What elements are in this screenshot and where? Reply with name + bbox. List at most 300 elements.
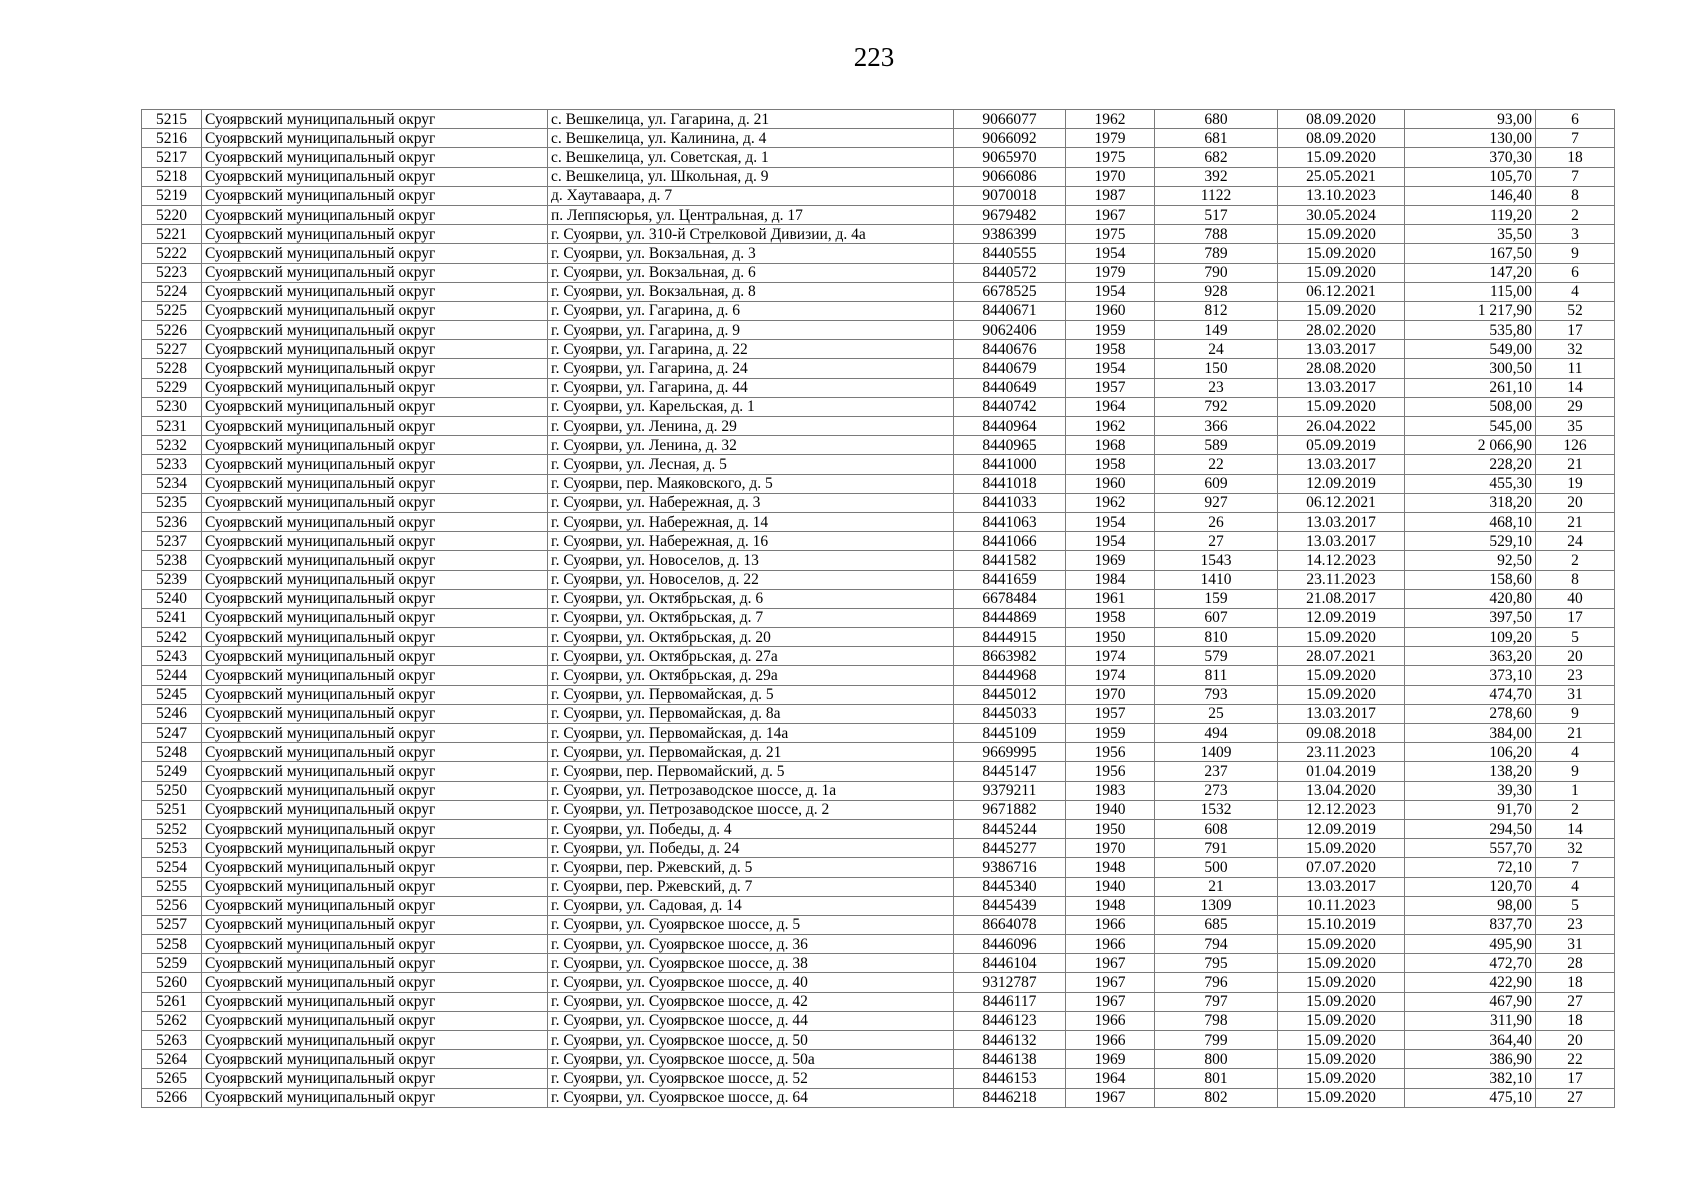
municipality-cell: Суоярвский муниципальный округ [202, 282, 548, 301]
address-cell: с. Вешкелица, ул. Калинина, д. 4 [548, 129, 954, 148]
year-built-cell: 1948 [1066, 858, 1155, 877]
area-cell: 228,20 [1405, 455, 1536, 474]
decision-date-cell: 21.08.2017 [1278, 589, 1405, 608]
year-built-cell: 1970 [1066, 839, 1155, 858]
row-number-cell: 5232 [142, 436, 202, 455]
address-cell: г. Суоярви, ул. Суоярвское шоссе, д. 52 [548, 1069, 954, 1088]
area-cell: 384,00 [1405, 724, 1536, 743]
municipality-cell: Суоярвский муниципальный округ [202, 244, 548, 263]
table-row [142, 608, 1615, 627]
area-cell: 837,70 [1405, 915, 1536, 934]
decision-number-cell: 366 [1155, 417, 1278, 436]
municipality-cell: Суоярвский муниципальный округ [202, 666, 548, 685]
residents-cell: 2 [1536, 800, 1615, 819]
residents-cell: 4 [1536, 282, 1615, 301]
year-built-cell: 1969 [1066, 1050, 1155, 1069]
row-number-cell: 5220 [142, 205, 202, 224]
address-cell: г. Суоярви, ул. Суоярвское шоссе, д. 42 [548, 992, 954, 1011]
residents-cell: 21 [1536, 455, 1615, 474]
decision-date-cell: 05.09.2019 [1278, 436, 1405, 455]
decision-date-cell: 15.09.2020 [1278, 666, 1405, 685]
municipality-cell: Суоярвский муниципальный округ [202, 724, 548, 743]
table-row [142, 436, 1615, 455]
area-cell: 397,50 [1405, 608, 1536, 627]
decision-date-cell: 15.09.2020 [1278, 301, 1405, 320]
decision-number-cell: 22 [1155, 455, 1278, 474]
year-built-cell: 1950 [1066, 628, 1155, 647]
area-cell: 508,00 [1405, 397, 1536, 416]
residents-cell: 32 [1536, 340, 1615, 359]
decision-number-cell: 799 [1155, 1031, 1278, 1050]
address-cell: г. Суоярви, ул. Гагарина, д. 6 [548, 301, 954, 320]
table-row [142, 1031, 1615, 1050]
decision-date-cell: 15.09.2020 [1278, 628, 1405, 647]
residents-cell: 11 [1536, 359, 1615, 378]
building-id-cell: 8446218 [954, 1088, 1066, 1107]
area-cell: 472,70 [1405, 954, 1536, 973]
building-id-cell: 8440649 [954, 378, 1066, 397]
address-cell: с. Вешкелица, ул. Гагарина, д. 21 [548, 110, 954, 129]
decision-date-cell: 15.09.2020 [1278, 1031, 1405, 1050]
decision-number-cell: 791 [1155, 839, 1278, 858]
row-number-cell: 5247 [142, 724, 202, 743]
row-number-cell: 5244 [142, 666, 202, 685]
decision-date-cell: 23.11.2023 [1278, 743, 1405, 762]
residents-cell: 29 [1536, 397, 1615, 416]
year-built-cell: 1968 [1066, 436, 1155, 455]
row-number-cell: 5235 [142, 493, 202, 512]
row-number-cell: 5216 [142, 129, 202, 148]
municipality-cell: Суоярвский муниципальный округ [202, 512, 548, 531]
year-built-cell: 1970 [1066, 685, 1155, 704]
year-built-cell: 1958 [1066, 455, 1155, 474]
residents-cell: 23 [1536, 915, 1615, 934]
decision-date-cell: 13.03.2017 [1278, 704, 1405, 723]
year-built-cell: 1964 [1066, 397, 1155, 416]
decision-number-cell: 608 [1155, 819, 1278, 838]
year-built-cell: 1959 [1066, 321, 1155, 340]
address-cell: г. Суоярви, ул. Суоярвское шоссе, д. 36 [548, 935, 954, 954]
residents-cell: 7 [1536, 167, 1615, 186]
residents-cell: 27 [1536, 1088, 1615, 1107]
municipality-cell: Суоярвский муниципальный округ [202, 493, 548, 512]
building-id-cell: 8445147 [954, 762, 1066, 781]
municipality-cell: Суоярвский муниципальный округ [202, 839, 548, 858]
residents-cell: 14 [1536, 378, 1615, 397]
municipality-cell: Суоярвский муниципальный округ [202, 186, 548, 205]
municipality-cell: Суоярвский муниципальный округ [202, 743, 548, 762]
area-cell: 1 217,90 [1405, 301, 1536, 320]
residents-cell: 7 [1536, 129, 1615, 148]
address-cell: г. Суоярви, ул. Гагарина, д. 22 [548, 340, 954, 359]
row-number-cell: 5227 [142, 340, 202, 359]
area-cell: 106,20 [1405, 743, 1536, 762]
building-id-cell: 8440965 [954, 436, 1066, 455]
row-number-cell: 5258 [142, 935, 202, 954]
residents-cell: 31 [1536, 685, 1615, 704]
year-built-cell: 1967 [1066, 205, 1155, 224]
decision-number-cell: 1543 [1155, 551, 1278, 570]
row-number-cell: 5261 [142, 992, 202, 1011]
year-built-cell: 1966 [1066, 935, 1155, 954]
year-built-cell: 1964 [1066, 1069, 1155, 1088]
residents-cell: 5 [1536, 896, 1615, 915]
area-cell: 529,10 [1405, 532, 1536, 551]
row-number-cell: 5259 [142, 954, 202, 973]
address-cell: г. Суоярви, ул. Октябрьская, д. 29а [548, 666, 954, 685]
table-row [142, 647, 1615, 666]
row-number-cell: 5218 [142, 167, 202, 186]
area-cell: 386,90 [1405, 1050, 1536, 1069]
decision-date-cell: 15.09.2020 [1278, 1088, 1405, 1107]
residents-cell: 18 [1536, 973, 1615, 992]
year-built-cell: 1962 [1066, 110, 1155, 129]
year-built-cell: 1960 [1066, 301, 1155, 320]
year-built-cell: 1954 [1066, 244, 1155, 263]
residents-cell: 20 [1536, 493, 1615, 512]
year-built-cell: 1983 [1066, 781, 1155, 800]
residents-cell: 21 [1536, 512, 1615, 531]
area-cell: 261,10 [1405, 378, 1536, 397]
decision-date-cell: 13.04.2020 [1278, 781, 1405, 800]
area-cell: 109,20 [1405, 628, 1536, 647]
area-cell: 92,50 [1405, 551, 1536, 570]
decision-date-cell: 15.09.2020 [1278, 1050, 1405, 1069]
year-built-cell: 1979 [1066, 129, 1155, 148]
decision-number-cell: 796 [1155, 973, 1278, 992]
row-number-cell: 5229 [142, 378, 202, 397]
decision-number-cell: 607 [1155, 608, 1278, 627]
decision-number-cell: 1309 [1155, 896, 1278, 915]
residents-cell: 6 [1536, 110, 1615, 129]
decision-date-cell: 12.12.2023 [1278, 800, 1405, 819]
building-id-cell: 9386716 [954, 858, 1066, 877]
decision-number-cell: 792 [1155, 397, 1278, 416]
area-cell: 138,20 [1405, 762, 1536, 781]
decision-number-cell: 810 [1155, 628, 1278, 647]
year-built-cell: 1961 [1066, 589, 1155, 608]
area-cell: 119,20 [1405, 205, 1536, 224]
year-built-cell: 1958 [1066, 340, 1155, 359]
decision-date-cell: 28.08.2020 [1278, 359, 1405, 378]
residents-cell: 14 [1536, 819, 1615, 838]
decision-date-cell: 15.09.2020 [1278, 973, 1405, 992]
residents-cell: 3 [1536, 225, 1615, 244]
decision-date-cell: 15.09.2020 [1278, 148, 1405, 167]
building-id-cell: 8441066 [954, 532, 1066, 551]
area-cell: 557,70 [1405, 839, 1536, 858]
address-cell: г. Суоярви, ул. Ленина, д. 32 [548, 436, 954, 455]
row-number-cell: 5225 [142, 301, 202, 320]
table-row [142, 1069, 1615, 1088]
address-cell: г. Суоярви, ул. Суоярвское шоссе, д. 38 [548, 954, 954, 973]
decision-date-cell: 26.04.2022 [1278, 417, 1405, 436]
decision-date-cell: 15.09.2020 [1278, 992, 1405, 1011]
decision-number-cell: 27 [1155, 532, 1278, 551]
year-built-cell: 1959 [1066, 724, 1155, 743]
municipality-cell: Суоярвский муниципальный округ [202, 110, 548, 129]
building-id-cell: 8445439 [954, 896, 1066, 915]
decision-date-cell: 15.09.2020 [1278, 397, 1405, 416]
area-cell: 98,00 [1405, 896, 1536, 915]
municipality-cell: Суоярвский муниципальный округ [202, 321, 548, 340]
municipality-cell: Суоярвский муниципальный округ [202, 992, 548, 1011]
address-cell: г. Суоярви, ул. Октябрьская, д. 6 [548, 589, 954, 608]
year-built-cell: 1954 [1066, 359, 1155, 378]
decision-date-cell: 15.09.2020 [1278, 1011, 1405, 1030]
table-row [142, 359, 1615, 378]
year-built-cell: 1966 [1066, 915, 1155, 934]
table-row [142, 992, 1615, 1011]
municipality-cell: Суоярвский муниципальный округ [202, 819, 548, 838]
decision-number-cell: 794 [1155, 935, 1278, 954]
decision-number-cell: 494 [1155, 724, 1278, 743]
municipality-cell: Суоярвский муниципальный округ [202, 647, 548, 666]
row-number-cell: 5228 [142, 359, 202, 378]
address-cell: г. Суоярви, пер. Ржевский, д. 7 [548, 877, 954, 896]
row-number-cell: 5257 [142, 915, 202, 934]
area-cell: 120,70 [1405, 877, 1536, 896]
table-row [142, 129, 1615, 148]
table-row [142, 301, 1615, 320]
decision-date-cell: 08.09.2020 [1278, 110, 1405, 129]
area-cell: 495,90 [1405, 935, 1536, 954]
table-row [142, 551, 1615, 570]
year-built-cell: 1948 [1066, 896, 1155, 915]
building-id-cell: 9669995 [954, 743, 1066, 762]
year-built-cell: 1960 [1066, 474, 1155, 493]
row-number-cell: 5236 [142, 512, 202, 531]
municipality-cell: Суоярвский муниципальный округ [202, 915, 548, 934]
area-cell: 147,20 [1405, 263, 1536, 282]
year-built-cell: 1967 [1066, 954, 1155, 973]
row-number-cell: 5222 [142, 244, 202, 263]
row-number-cell: 5266 [142, 1088, 202, 1107]
address-cell: г. Суоярви, ул. 310-й Стрелковой Дивизии, д. 4а [548, 225, 954, 244]
residents-cell: 23 [1536, 666, 1615, 685]
table-row [142, 244, 1615, 263]
building-id-cell: 9379211 [954, 781, 1066, 800]
building-id-cell: 8446123 [954, 1011, 1066, 1030]
municipality-cell: Суоярвский муниципальный округ [202, 359, 548, 378]
table-row [142, 685, 1615, 704]
decision-date-cell: 13.03.2017 [1278, 877, 1405, 896]
area-cell: 373,10 [1405, 666, 1536, 685]
table-row [142, 570, 1615, 589]
building-id-cell: 8444869 [954, 608, 1066, 627]
residents-cell: 17 [1536, 1069, 1615, 1088]
address-cell: г. Суоярви, ул. Победы, д. 24 [548, 839, 954, 858]
municipality-cell: Суоярвский муниципальный округ [202, 129, 548, 148]
year-built-cell: 1954 [1066, 282, 1155, 301]
decision-number-cell: 1122 [1155, 186, 1278, 205]
area-cell: 545,00 [1405, 417, 1536, 436]
table-row [142, 205, 1615, 224]
decision-date-cell: 01.04.2019 [1278, 762, 1405, 781]
table-row [142, 896, 1615, 915]
building-id-cell: 9065970 [954, 148, 1066, 167]
area-cell: 278,60 [1405, 704, 1536, 723]
year-built-cell: 1974 [1066, 647, 1155, 666]
area-cell: 467,90 [1405, 992, 1536, 1011]
municipality-cell: Суоярвский муниципальный округ [202, 1011, 548, 1030]
residents-cell: 19 [1536, 474, 1615, 493]
page-number: 223 [853, 42, 895, 72]
area-cell: 294,50 [1405, 819, 1536, 838]
building-id-cell: 8440676 [954, 340, 1066, 359]
row-number-cell: 5246 [142, 704, 202, 723]
address-cell: г. Суоярви, ул. Новоселов, д. 22 [548, 570, 954, 589]
decision-number-cell: 1409 [1155, 743, 1278, 762]
municipality-cell: Суоярвский муниципальный округ [202, 148, 548, 167]
building-id-cell: 9671882 [954, 800, 1066, 819]
table-row [142, 532, 1615, 551]
decision-date-cell: 06.12.2021 [1278, 493, 1405, 512]
address-cell: г. Суоярви, ул. Гагарина, д. 24 [548, 359, 954, 378]
decision-number-cell: 150 [1155, 359, 1278, 378]
year-built-cell: 1950 [1066, 819, 1155, 838]
municipality-cell: Суоярвский муниципальный округ [202, 551, 548, 570]
municipality-cell: Суоярвский муниципальный округ [202, 858, 548, 877]
residents-cell: 18 [1536, 148, 1615, 167]
address-cell: г. Суоярви, ул. Первомайская, д. 21 [548, 743, 954, 762]
decision-date-cell: 15.09.2020 [1278, 954, 1405, 973]
building-id-cell: 9312787 [954, 973, 1066, 992]
municipality-cell: Суоярвский муниципальный округ [202, 973, 548, 992]
municipality-cell: Суоярвский муниципальный округ [202, 954, 548, 973]
area-cell: 167,50 [1405, 244, 1536, 263]
decision-date-cell: 15.09.2020 [1278, 1069, 1405, 1088]
residents-cell: 20 [1536, 1031, 1615, 1050]
row-number-cell: 5234 [142, 474, 202, 493]
residents-cell: 8 [1536, 570, 1615, 589]
residents-cell: 22 [1536, 1050, 1615, 1069]
decision-date-cell: 25.05.2021 [1278, 167, 1405, 186]
row-number-cell: 5221 [142, 225, 202, 244]
building-id-cell: 6678525 [954, 282, 1066, 301]
residents-cell: 6 [1536, 263, 1615, 282]
decision-number-cell: 609 [1155, 474, 1278, 493]
decision-number-cell: 149 [1155, 321, 1278, 340]
table-row [142, 1011, 1615, 1030]
decision-number-cell: 21 [1155, 877, 1278, 896]
address-cell: г. Суоярви, ул. Октябрьская, д. 7 [548, 608, 954, 627]
table-row [142, 628, 1615, 647]
municipality-cell: Суоярвский муниципальный округ [202, 301, 548, 320]
area-cell: 420,80 [1405, 589, 1536, 608]
building-id-cell: 8446117 [954, 992, 1066, 1011]
municipality-cell: Суоярвский муниципальный округ [202, 205, 548, 224]
municipality-cell: Суоярвский муниципальный округ [202, 474, 548, 493]
row-number-cell: 5262 [142, 1011, 202, 1030]
decision-date-cell: 08.09.2020 [1278, 129, 1405, 148]
address-cell: г. Суоярви, ул. Суоярвское шоссе, д. 64 [548, 1088, 954, 1107]
table-row [142, 321, 1615, 340]
address-cell: г. Суоярви, ул. Первомайская, д. 5 [548, 685, 954, 704]
municipality-cell: Суоярвский муниципальный округ [202, 340, 548, 359]
residents-cell: 2 [1536, 205, 1615, 224]
municipality-cell: Суоярвский муниципальный округ [202, 1031, 548, 1050]
year-built-cell: 1956 [1066, 743, 1155, 762]
table-row [142, 589, 1615, 608]
table-row [142, 148, 1615, 167]
building-id-cell: 9066092 [954, 129, 1066, 148]
decision-number-cell: 1410 [1155, 570, 1278, 589]
building-id-cell: 8444915 [954, 628, 1066, 647]
table-row [142, 282, 1615, 301]
decision-date-cell: 15.09.2020 [1278, 839, 1405, 858]
decision-number-cell: 789 [1155, 244, 1278, 263]
table-row [142, 743, 1615, 762]
row-number-cell: 5254 [142, 858, 202, 877]
area-cell: 39,30 [1405, 781, 1536, 800]
table-row [142, 397, 1615, 416]
residents-cell: 20 [1536, 647, 1615, 666]
row-number-cell: 5233 [142, 455, 202, 474]
building-id-cell: 9062406 [954, 321, 1066, 340]
year-built-cell: 1975 [1066, 148, 1155, 167]
year-built-cell: 1962 [1066, 417, 1155, 436]
decision-number-cell: 517 [1155, 205, 1278, 224]
year-built-cell: 1940 [1066, 877, 1155, 896]
area-cell: 468,10 [1405, 512, 1536, 531]
address-cell: г. Суоярви, пер. Первомайский, д. 5 [548, 762, 954, 781]
row-number-cell: 5264 [142, 1050, 202, 1069]
decision-number-cell: 788 [1155, 225, 1278, 244]
table-row [142, 225, 1615, 244]
area-cell: 474,70 [1405, 685, 1536, 704]
decision-date-cell: 15.09.2020 [1278, 244, 1405, 263]
municipality-cell: Суоярвский муниципальный округ [202, 800, 548, 819]
address-cell: г. Суоярви, ул. Карельская, д. 1 [548, 397, 954, 416]
address-cell: г. Суоярви, ул. Суоярвское шоссе, д. 40 [548, 973, 954, 992]
building-id-cell: 8441033 [954, 493, 1066, 512]
address-cell: г. Суоярви, ул. Суоярвское шоссе, д. 5 [548, 915, 954, 934]
table-row [142, 935, 1615, 954]
year-built-cell: 1957 [1066, 378, 1155, 397]
municipality-cell: Суоярвский муниципальный округ [202, 378, 548, 397]
decision-number-cell: 685 [1155, 915, 1278, 934]
table-row [142, 1050, 1615, 1069]
building-id-cell: 8664078 [954, 915, 1066, 934]
year-built-cell: 1940 [1066, 800, 1155, 819]
address-cell: п. Леппясюрья, ул. Центральная, д. 17 [548, 205, 954, 224]
decision-date-cell: 13.03.2017 [1278, 532, 1405, 551]
decision-number-cell: 795 [1155, 954, 1278, 973]
area-cell: 93,00 [1405, 110, 1536, 129]
year-built-cell: 1958 [1066, 608, 1155, 627]
residents-cell: 9 [1536, 762, 1615, 781]
residents-cell: 17 [1536, 321, 1615, 340]
decision-date-cell: 15.09.2020 [1278, 225, 1405, 244]
area-cell: 115,00 [1405, 282, 1536, 301]
building-id-cell: 8446138 [954, 1050, 1066, 1069]
area-cell: 370,30 [1405, 148, 1536, 167]
address-cell: г. Суоярви, пер. Ржевский, д. 5 [548, 858, 954, 877]
decision-number-cell: 928 [1155, 282, 1278, 301]
decision-date-cell: 28.07.2021 [1278, 647, 1405, 666]
year-built-cell: 1967 [1066, 1088, 1155, 1107]
row-number-cell: 5243 [142, 647, 202, 666]
year-built-cell: 1970 [1066, 167, 1155, 186]
decision-date-cell: 13.03.2017 [1278, 512, 1405, 531]
row-number-cell: 5241 [142, 608, 202, 627]
address-cell: г. Суоярви, ул. Петрозаводское шоссе, д. 1а [548, 781, 954, 800]
year-built-cell: 1956 [1066, 762, 1155, 781]
decision-number-cell: 811 [1155, 666, 1278, 685]
decision-number-cell: 812 [1155, 301, 1278, 320]
residents-cell: 28 [1536, 954, 1615, 973]
